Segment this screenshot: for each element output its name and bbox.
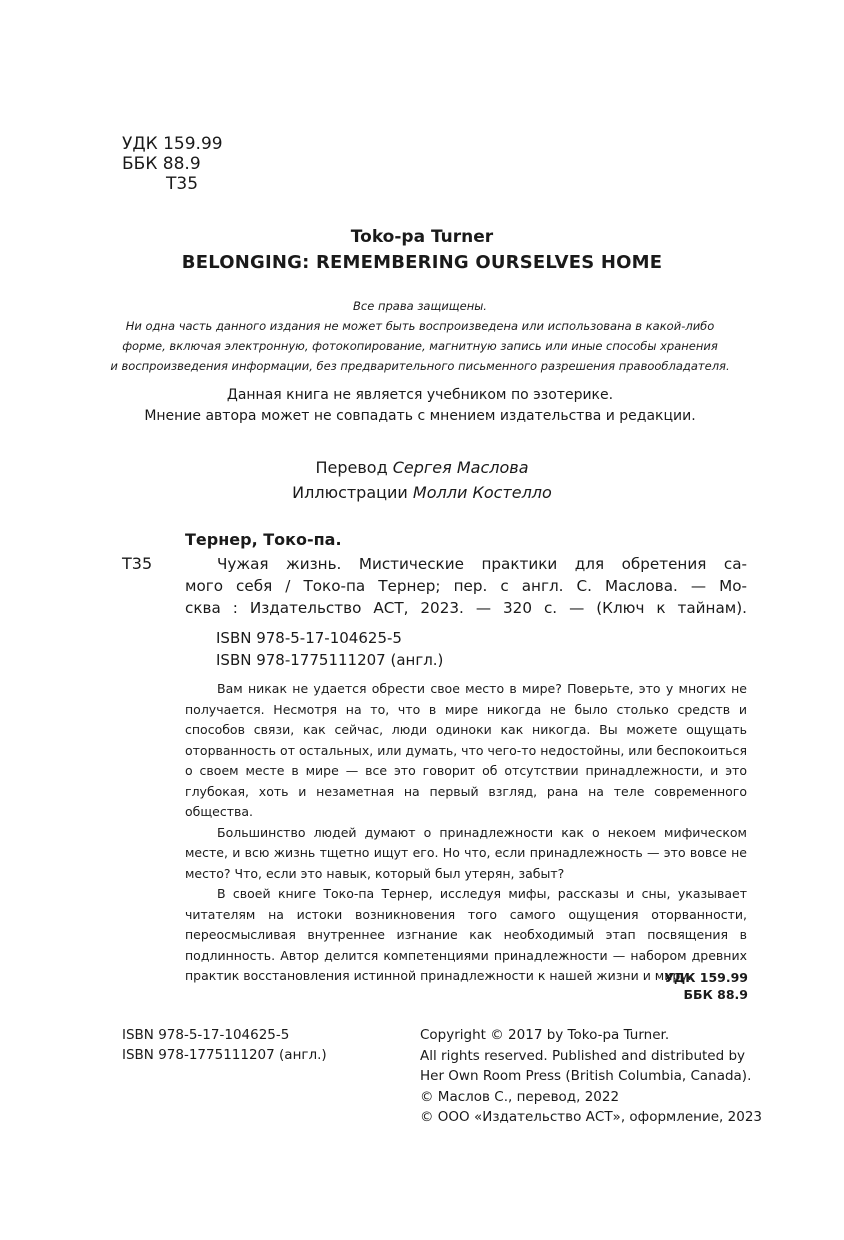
isbn-line: ISBN 978-1775111207 (англ.) [216, 651, 444, 669]
credits [0, 455, 844, 505]
isbn-line: ISBN 978-1775111207 (англ.) [122, 1047, 327, 1063]
disclaimer-line: Данная книга не является учебником по эзотерике. [226, 387, 614, 403]
isbn-line: ISBN 978-5-17-104625-5 [122, 1027, 290, 1043]
original-author: Toko-pa Turner [350, 227, 494, 247]
bbk-code: ББК 88.9 [122, 154, 201, 174]
rights-line: форме, включая электронную, фотокопирование, магнитную запись или иные способы хранения [122, 339, 718, 353]
copyright-line: All rights reserved. Published and distributed by [420, 1047, 746, 1064]
udk-code: УДК 159.99 [122, 134, 223, 154]
udk-code: УДК 159.99 [664, 970, 748, 985]
original-title: BELONGING: REMEMBERING OURSELVES HOME [181, 252, 663, 273]
catalog-line: Чужая жизнь. Мистические практики для обретения са- [217, 555, 747, 573]
rights-line: Ни одна часть данного издания не может быть воспроизведена или использована в какой-либо [125, 319, 715, 333]
translator-credit [0, 455, 844, 480]
catalog-author-heading: Тернер, Токо-па. [185, 530, 342, 549]
disclaimer-line: Мнение автора может не совпадать с мнением издательства и редакции. [144, 408, 696, 424]
illustrations-label: Иллюстрации [292, 483, 408, 502]
classification-codes [122, 134, 223, 194]
catalog-code: Т35 [122, 554, 153, 573]
copyright-notice [420, 1025, 762, 1128]
annotation-paragraph: Вам никак не удается обрести свое место в мире? Поверьте, это у многих не получается. Несмотря на то, что в мире никогда не было столько средств и способов связи, как сейчас, люди одиноки как никогда. Вы можете ощущать оторванность от остальных, или думать, что чего-то недостойны, или беспокоиться о своем месте в мире — все это говорит об отсутствии принадлежности, и это глубокая, хоть и незаметная на первый взгляд, рана на теле современного общества. [185, 681, 747, 819]
catalog-line: сква : Издательство АСТ, 2023. — 320 с. — (Ключ к тайнам). [185, 599, 747, 617]
copyright-line: Her Own Room Press (British Columbia, Canada). [420, 1068, 752, 1084]
copyright-line: © ООО «Издательство АСТ», оформление, 2023 [420, 1109, 762, 1125]
rights-notice [60, 296, 780, 376]
original-edition [0, 225, 844, 277]
annotation-classification [560, 969, 748, 1003]
translator-name: Сергея Маслова [392, 458, 529, 477]
rights-line: и воспроизведения информации, без предварительного письменного разрешения правообладателя. [110, 359, 730, 373]
catalog-line: мого себя / Токо-па Тернер; пер. с англ. С. Маслова. — Мо- [185, 577, 747, 595]
bbk-code: ББК 88.9 [683, 987, 748, 1002]
illustrator-credit [0, 480, 844, 505]
author-mark: Т35 [166, 174, 199, 194]
copyright-line: © Маслов С., перевод, 2022 [420, 1088, 620, 1105]
rights-line: Все права защищены. [353, 299, 487, 313]
annotation-paragraph: В своей книге Токо-па Тернер, исследуя мифы, рассказы и сны, указывает читателям на истоки возникновения того самого ощущения оторванности, переосмысливая внутреннее изгнание как необходимый этап посвящения в подлинность. Автор делится компетенциями принадлежности — набором древних практик восстановления истинной принадлежности к нашей жизни и миру. [185, 886, 747, 983]
catalog-description [185, 553, 747, 619]
footer-isbn [122, 1025, 327, 1065]
copyright-line: Copyright © 2017 by Toko-pa Turner. [420, 1027, 670, 1043]
catalog-isbn [216, 627, 443, 671]
disclaimer [40, 385, 800, 427]
isbn-line: ISBN 978-5-17-104625-5 [216, 629, 402, 647]
annotation [185, 679, 747, 987]
illustrator-name: Молли Костелло [412, 483, 552, 502]
translation-label: Перевод [315, 458, 388, 477]
annotation-paragraph: Большинство людей думают о принадлежности как о некоем мифическом месте, и всю жизнь тщетно ищут его. Но что, если принадлежность — это вовсе не место? Что, если это навык, который был утерян, забыт? [185, 824, 747, 881]
